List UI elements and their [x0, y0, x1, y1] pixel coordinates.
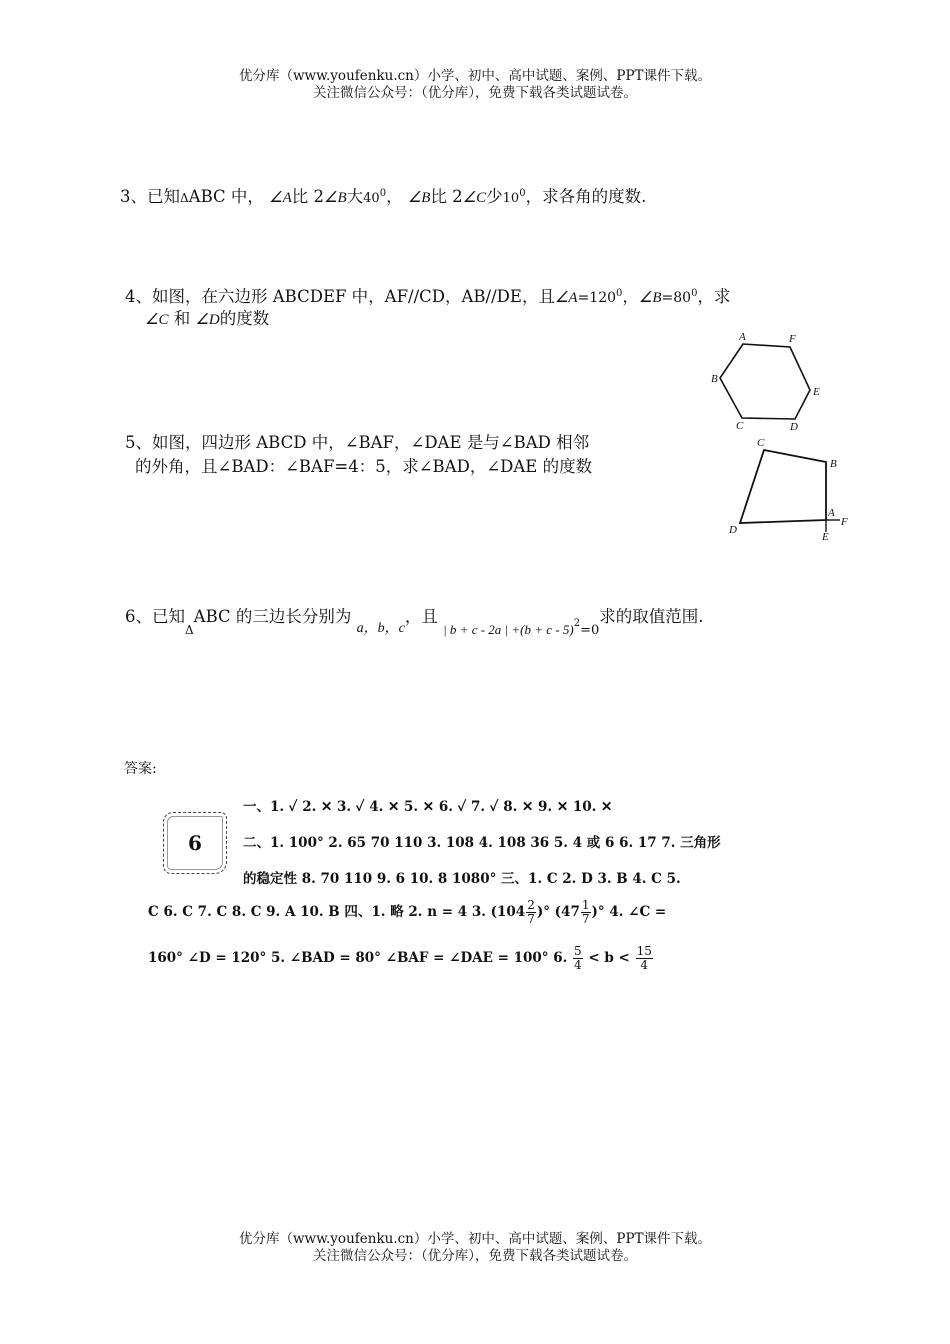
answer-line-4-part-3: )° 4. ∠C = [591, 904, 667, 920]
q4-comma: ， [622, 287, 639, 306]
q6-number: 6、已知 [125, 607, 185, 626]
hexagon-label-e: E [813, 386, 820, 398]
answer-line-4-part-2: )° (47 [536, 904, 580, 920]
q3-angle-b-2: ∠B [407, 190, 431, 206]
quad-label-d: D [729, 524, 737, 536]
fraction-1-7-den: 7 [581, 912, 590, 926]
q4-degree-1: 0 [616, 288, 623, 299]
answer-line-5 [148, 943, 654, 973]
answer-line-3: 的稳定性 8. 70 110 9. 6 10. 8 1080° 三、1. C 2. D 3. B 4. C 5. [243, 871, 681, 887]
fraction-5-4 [573, 945, 583, 972]
q4-angle-d: ∠D [195, 312, 220, 328]
fraction-5-4-num: 5 [574, 944, 582, 958]
fraction-2-7-den: 7 [527, 912, 535, 926]
quad-label-f: F [841, 516, 848, 528]
question-5-line-1: 5、如图，四边形 ABCD 中，∠BAF，∠DAE 是与∠BAD 相邻 [125, 433, 590, 452]
hexagon-label-c: C [736, 420, 744, 430]
q3-text-1: ABC 中， [188, 187, 264, 206]
q3-value-10: 10 [502, 191, 520, 206]
q4-degree-2: 0 [691, 288, 698, 299]
answers-title: 答案: [124, 761, 157, 777]
q6-text-1: ABC 的三边长分别为 [193, 607, 352, 626]
hexagon-label-b: B [711, 373, 718, 385]
question-5-line-2: 的外角，且∠BAD：∠BAF=4：5，求∠BAD，∠DAE 的度数 [135, 457, 593, 476]
fraction-1-7-num: 1 [581, 898, 590, 912]
q3-text-3: 大 [346, 187, 364, 206]
quad-label-b: B [830, 458, 837, 470]
q3-angle-b: ∠B [324, 190, 347, 206]
q6-variables: a，b，c [356, 621, 405, 636]
quadrilateral-figure [720, 432, 860, 544]
q3-number: 3、已知 [120, 187, 180, 206]
footer-line-2: 关注微信公众号：（优分库），免费下载各类试题试卷。 [313, 1248, 637, 1264]
fraction-15-4-den: 4 [640, 958, 649, 972]
q4-text-1: 4、如图，在六边形 ABCDEF 中，AF//CD，AB//DE，且 [125, 287, 555, 306]
answer-line-4-part-1: C 6. C 7. C 8. C 9. A 10. B 四、1. 略 2. n = 4 3. (104 [148, 904, 526, 920]
answer-badge [163, 812, 227, 874]
hexagon-figure [700, 330, 840, 430]
fraction-15-4-num: 15 [636, 944, 652, 958]
header-line-2: 关注微信公众号：（优分库），免费下载各类试题试卷。 [313, 85, 637, 101]
q3-text-7: ，求各角的度数. [525, 187, 647, 206]
question-3 [120, 183, 646, 210]
answer-line-1: 一、1. ✓ 2. ✕ 3. ✓ 4. ✕ 5. ✕ 6. ✓ 7. ✓ 8. ✕ 9. ✕ 10. ✕ [243, 799, 613, 815]
hexagon-shape [720, 344, 810, 419]
q3-triangle-symbol: Δ [180, 191, 189, 205]
hexagon-label-d: D [790, 421, 798, 430]
answer-line-2: 二、1. 100° 2. 65 70 110 3. 108 4. 108 36 5. 4 或 6 6. 17 7. 三角形 [243, 835, 721, 851]
quad-label-a: A [828, 507, 835, 519]
q3-text-2: 比 2 [291, 187, 325, 206]
q3-text-6: 少 [486, 187, 503, 206]
q4-angle-c: ∠C [145, 312, 169, 328]
q3-degree-1: 0 [379, 188, 387, 199]
q4-value-120: =120 [577, 290, 617, 306]
q3-text-5: 比 2 [430, 187, 463, 206]
q6-expression: | b + c - 2a | +(b + c - 5) [443, 622, 574, 637]
footer-line-1: 优分库（www.youfenku.cn）小学、初中、高中试题、案例、PPT课件下载。 [238, 1231, 712, 1247]
q4-and: 和 [173, 309, 191, 328]
q4-value-80: =80 [661, 290, 692, 306]
quadrilateral-shape [740, 450, 826, 523]
fraction-15-4 [636, 945, 653, 972]
q6-text-3: 求的取值范围. [599, 607, 704, 626]
q6-equals-zero: =0 [580, 623, 600, 638]
answer-line-5-part-2: < b < [588, 950, 630, 966]
fraction-1-7 [581, 899, 591, 926]
q3-text-4: ， [386, 187, 403, 206]
question-4-line-2 [145, 308, 269, 331]
q4-angle-a: ∠A [554, 290, 578, 306]
answer-line-5-part-1: 160° ∠D = 120° 5. ∠BAD = 80° ∠BAF = ∠DAE = 100° 6. [148, 950, 568, 966]
fraction-2-7-num: 2 [527, 898, 535, 912]
fraction-2-7 [526, 899, 536, 926]
q3-angle-a: ∠A [269, 190, 292, 206]
answer-badge-number: 6 [188, 831, 202, 855]
hexagon-label-f: F [789, 333, 796, 345]
q4-text-3: 的度数 [219, 309, 270, 328]
header-line-1: 优分库（www.youfenku.cn）小学、初中、高中试题、案例、PPT课件下载。 [238, 68, 712, 84]
q3-angle-c: ∠C [462, 190, 487, 206]
q3-degree-2: 0 [519, 188, 526, 199]
q3-value-40: 40 [363, 191, 380, 206]
q4-angle-b: ∠B [638, 290, 662, 306]
q6-triangle-symbol: Δ [185, 623, 194, 637]
question-6 [125, 606, 703, 642]
q4-text-2: ，求 [697, 287, 731, 306]
quad-label-c: C [757, 437, 765, 449]
fraction-5-4-den: 4 [574, 958, 582, 972]
answer-line-4 [148, 897, 666, 927]
hexagon-label-a: A [739, 331, 746, 343]
q6-square: 2 [573, 618, 581, 629]
question-4-line-1 [125, 283, 730, 309]
quad-label-e: E [822, 531, 829, 543]
q6-text-2: ，且 [404, 607, 438, 626]
